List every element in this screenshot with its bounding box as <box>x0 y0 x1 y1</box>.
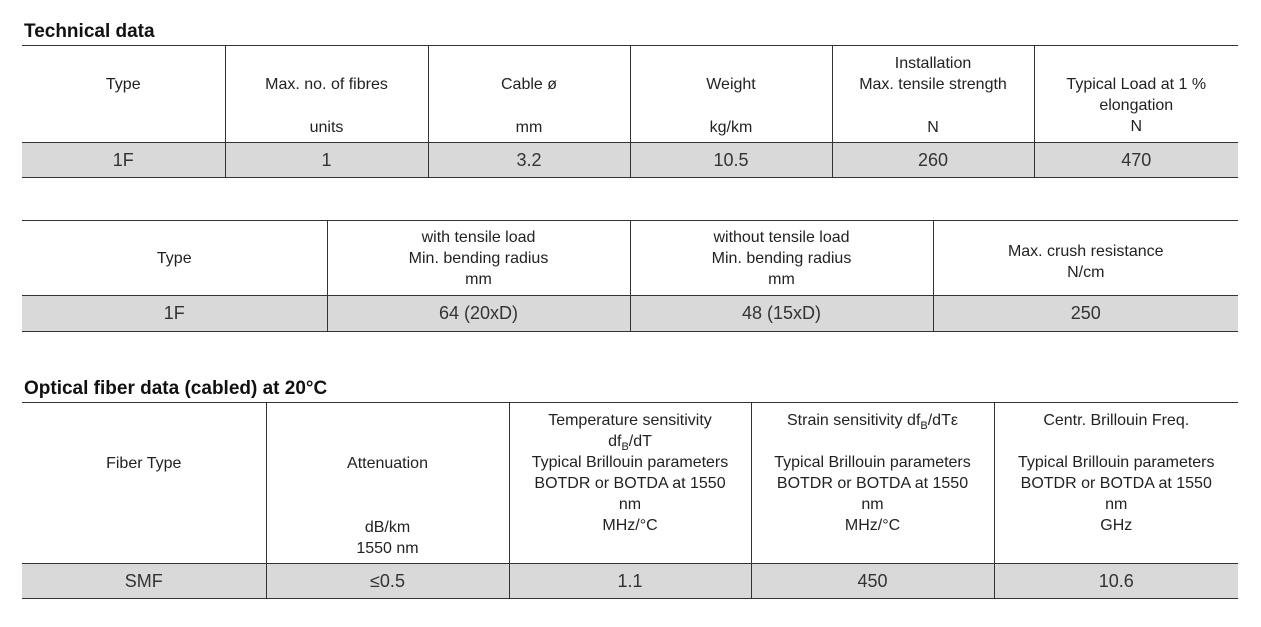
header-brillouin-frequency: Centr. Brillouin Freq. Typical Brillouin parameters BOTDR or BOTDA at 1550 nm GHz <box>994 403 1238 564</box>
cell-temperature: 1.1 <box>509 564 751 599</box>
technical-data-title: Technical data <box>24 21 155 42</box>
cell-fiber-type: SMF <box>22 564 266 599</box>
header-typical-load: Typical Load at 1 % elongation N <box>1034 46 1238 143</box>
cell-type: 1F <box>22 143 225 178</box>
cell-crush: 250 <box>933 296 1238 332</box>
header-weight: Weight kg/km <box>630 46 832 143</box>
technical-header-row <box>22 46 1238 143</box>
header-crush-resistance: Max. crush resistance N/cm <box>933 221 1238 296</box>
cell-with-load: 64 (20xD) <box>327 296 630 332</box>
technical-data-table <box>22 45 1238 178</box>
header-attenuation: Attenuation dB/km 1550 nm <box>266 403 509 564</box>
bending-header-row <box>22 221 1238 296</box>
header-type: Type <box>22 46 225 143</box>
optical-header-row <box>22 403 1238 564</box>
header-tensile-strength: Installation Max. tensile strength N <box>832 46 1034 143</box>
header-fiber-type: Fiber Type <box>22 403 266 564</box>
technical-data-row <box>22 143 1238 178</box>
header-temperature-sensitivity: Temperature sensitivity $df_B/dT$ Typical Brillouin parameters BOTDR or BOTDA at 1550 nm MHz/°C <box>509 403 751 564</box>
header-type: Type <box>22 221 327 296</box>
cell-load: 470 <box>1034 143 1238 178</box>
optical-data-title: Optical fiber data (cabled) at 20°C <box>24 378 328 399</box>
cell-frequency: 10.6 <box>994 564 1238 599</box>
bending-data-row <box>22 296 1238 332</box>
cell-weight: 10.5 <box>630 143 832 178</box>
header-cable-diameter: Cable ø mm <box>428 46 630 143</box>
cell-diameter: 3.2 <box>428 143 630 178</box>
header-without-tensile-load: without tensile load Min. bending radius mm <box>630 221 933 296</box>
cell-fibres: 1 <box>225 143 428 178</box>
header-with-tensile-load: with tensile load Min. bending radius mm <box>327 221 630 296</box>
header-max-fibres: Max. no. of fibres units <box>225 46 428 143</box>
optical-data-row <box>22 564 1238 599</box>
cell-type: 1F <box>22 296 327 332</box>
optical-table <box>22 402 1238 599</box>
cell-without-load: 48 (15xD) <box>630 296 933 332</box>
header-strain-sensitivity: Strain sensitivity $df_B$/dTε Typical Brillouin parameters BOTDR or BOTDA at 1550 nm MHz/°C <box>751 403 994 564</box>
cell-strain: 450 <box>751 564 994 599</box>
cell-attenuation: ≤0.5 <box>266 564 509 599</box>
cell-tensile: 260 <box>832 143 1034 178</box>
bending-table <box>22 220 1238 332</box>
